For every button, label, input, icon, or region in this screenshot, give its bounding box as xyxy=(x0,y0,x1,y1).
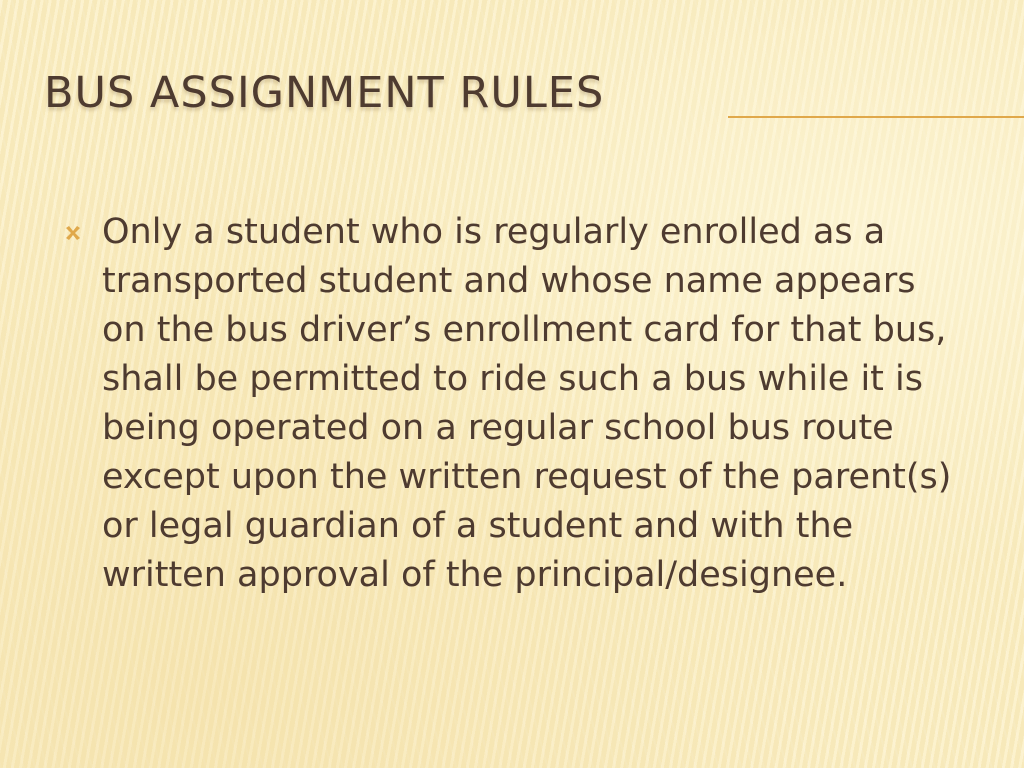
x-bullet-icon-graphic xyxy=(62,222,84,244)
bullet-list xyxy=(62,208,962,600)
slide-title: BUS ASSIGNMENT RULES xyxy=(44,68,605,118)
bullet-item xyxy=(62,208,962,600)
bullet-text: Only a student who is regularly enrolled as a transported student and whose name appears on the bus driver’s enrollment card for that bus, shall be permitted to ride such a bus while it is being operated on a regular school bus route except upon the written request of the parent(s) or legal guardian of a student and with the written approval of the principal/designee. xyxy=(102,212,952,595)
title-underline-rule xyxy=(728,116,1024,118)
x-bullet-icon xyxy=(62,222,84,244)
